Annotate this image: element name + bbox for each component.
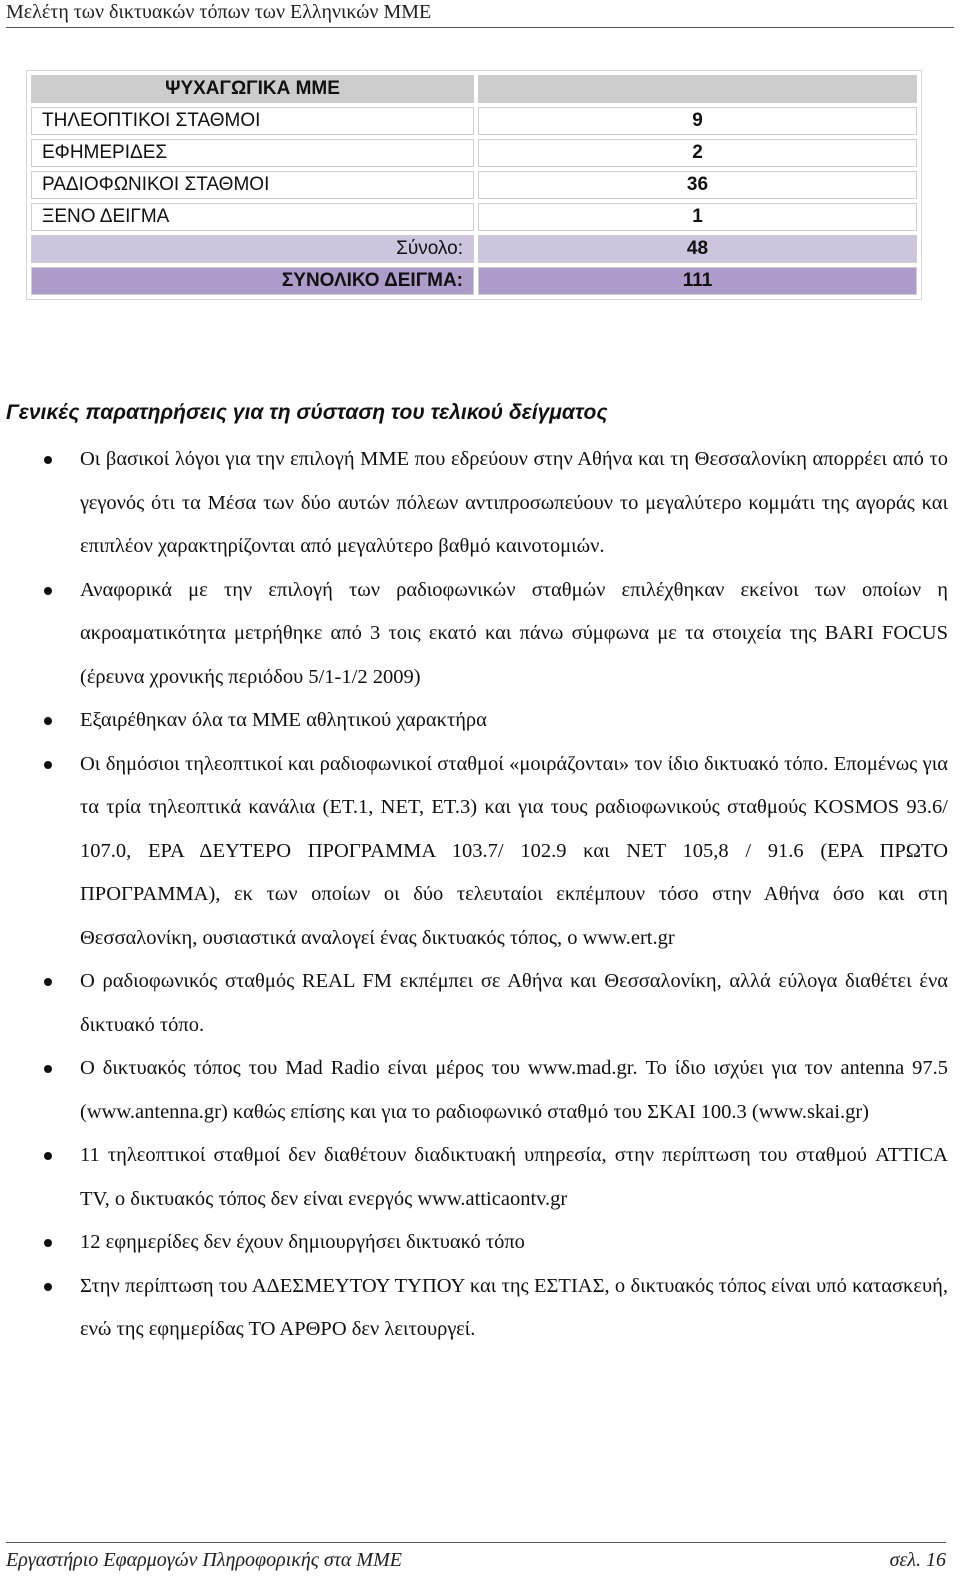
list-item (0, 743, 948, 961)
bullet-icon (44, 1239, 52, 1247)
section-title: Γενικές παρατηρήσεις για τη σύσταση του τελικού δείγματος (6, 401, 608, 424)
row-label: ΤΗΛΕΟΠΤΙΚΟΙ ΣΤΑΘΜΟΙ (31, 107, 474, 135)
footer-title: Εργαστήριο Εφαρμογών Πληροφορικής στα ΜΜΕ (6, 1549, 402, 1571)
row-value: 9 (478, 107, 917, 135)
row-value: 36 (478, 171, 917, 199)
table-grand-total-row (31, 267, 917, 295)
list-item (0, 1134, 948, 1221)
table-row (31, 139, 917, 167)
bullet-icon (44, 1065, 52, 1073)
list-item-text: Στην περίπτωση του ΑΔΕΣΜΕΥΤΟΥ ΤΥΠΟΥ και της ΕΣΤΙΑΣ, ο δικτυακός τόπος είναι υπό κατασκευή, ενώ της εφημερίδας ΤΟ ΑΡΘΡΟ δεν λειτουργεί. (80, 1274, 948, 1340)
table-header-row (31, 75, 917, 103)
observations-list (0, 438, 948, 1352)
bullet-icon (44, 761, 52, 769)
grand-total-label: ΣΥΝΟΛΙΚΟ ΔΕΙΓΜΑ: (31, 267, 474, 295)
row-label: ΡΑΔΙΟΦΩΝΙΚΟΙ ΣΤΑΘΜΟΙ (31, 171, 474, 199)
list-item (0, 699, 948, 743)
bullet-icon (44, 717, 52, 725)
list-item (0, 1047, 948, 1134)
list-item (0, 569, 948, 700)
row-value: 1 (478, 203, 917, 231)
list-item-text: Εξαιρέθηκαν όλα τα ΜΜΕ αθλητικού χαρακτήρα (80, 709, 487, 731)
total-value: 48 (478, 235, 917, 263)
table-row (31, 203, 917, 231)
list-item (0, 1221, 948, 1265)
table-heading: ΨΥΧΑΓΩΓΙΚΑ ΜΜΕ (31, 75, 474, 103)
table-row (31, 171, 917, 199)
media-sample-table (26, 70, 922, 300)
list-item-text: Αναφορικά με την επιλογή των ραδιοφωνικών σταθμών επιλέχθηκαν εκείνοι των οποίων η ακροαματικότητα μετρήθηκε από 3 τοις εκατό και πάνω σύμφωνα με τα στοιχεία της BARI FOCUS (έρευνα χρονικής περιόδου 5/1-1/2 2009) (80, 578, 948, 688)
row-label: ΕΦΗΜΕΡΙΔΕΣ (31, 139, 474, 167)
page-number: σελ. 16 (889, 1549, 946, 1571)
list-item-text: Ο δικτυακός τόπος του Mad Radio είναι μέρος του www.mad.gr. Το ίδιο ισχύει για τον antenna 97.5 (www.antenna.gr) καθώς επίσης και για το ραδιοφωνικό σταθμό του ΣΚΑΙ 100.3 (www.skai.gr) (80, 1057, 948, 1123)
table-heading-value (478, 75, 917, 103)
table-total-row (31, 235, 917, 263)
row-label: ΞΕΝΟ ΔΕΙΓΜΑ (31, 203, 474, 231)
list-item (0, 438, 948, 569)
bullet-icon (44, 1283, 52, 1291)
bullet-icon (44, 456, 52, 464)
list-item-text: Οι βασικοί λόγοι για την επιλογή ΜΜΕ που εδρεύουν στην Αθήνα και τη Θεσσαλονίκη απορρέει από το γεγονός ότι τα Μέσα των δύο αυτών πόλεων αντιπροσωπεύουν το μεγαλύτερο κομμάτι της αγοράς και επιπλέον χαρακτηρίζονται από μεγαλύτερο βαθμό καινοτομιών. (80, 448, 948, 557)
list-item-text: Ο ραδιοφωνικός σταθμός REAL FM εκπέμπει σε Αθήνα και Θεσσαλονίκη, αλλά εύλογα διαθέτει ένα δικτυακό τόπο. (80, 970, 948, 1036)
list-item-text: 11 τηλεοπτικοί σταθμοί δεν διαθέτουν διαδικτυακή υπηρεσία, στην περίπτωση του σταθμού ATTICA TV, ο δικτυακός τόπος δεν είναι ενεργός www.atticaontv.gr (80, 1144, 948, 1210)
bullet-icon (44, 587, 52, 595)
list-item-text: Οι δημόσιοι τηλεοπτικοί και ραδιοφωνικοί σταθμοί «μοιράζονται» τον ίδιο δικτυακό τόπο. Επομένως για τα τρία τηλεοπτικά κανάλια (ΕΤ.1, ΝΕΤ, ΕΤ.3) και για τους ραδιοφωνικούς σταθμούς KOSMOS 93.6/ 107.0, ΕΡΑ ΔΕΥΤΕΡΟ ΠΡΟΓΡΑΜΜΑ 103.7/ 102.9 και ΝΕΤ 105,8 / 91.6 (ΕΡΑ ΠΡΩΤΟ ΠΡΟΓΡΑΜΜΑ), εκ των οποίων οι δύο τελευταίοι εκπέμπουν τόσο στην Αθήνα όσο και στη Θεσσαλονίκη, ουσιαστικά αναλογεί ένας δικτυακός τόπος, ο www.ert.gr (80, 752, 948, 949)
total-label: Σύνολο: (31, 235, 474, 263)
row-value: 2 (478, 139, 917, 167)
list-item (0, 960, 948, 1047)
list-item (0, 1265, 948, 1352)
header-title: Μελέτη των δικτυακών τόπων των Ελληνικών ΜΜΕ (6, 1, 432, 23)
page-header (6, 0, 954, 28)
table-row (31, 107, 917, 135)
list-item-text: 12 εφημερίδες δεν έχουν δημιουργήσει δικτυακό τόπο (80, 1231, 525, 1253)
page-footer (6, 1542, 946, 1572)
bullet-icon (44, 1152, 52, 1160)
bullet-icon (44, 978, 52, 986)
grand-total-value: 111 (478, 267, 917, 295)
